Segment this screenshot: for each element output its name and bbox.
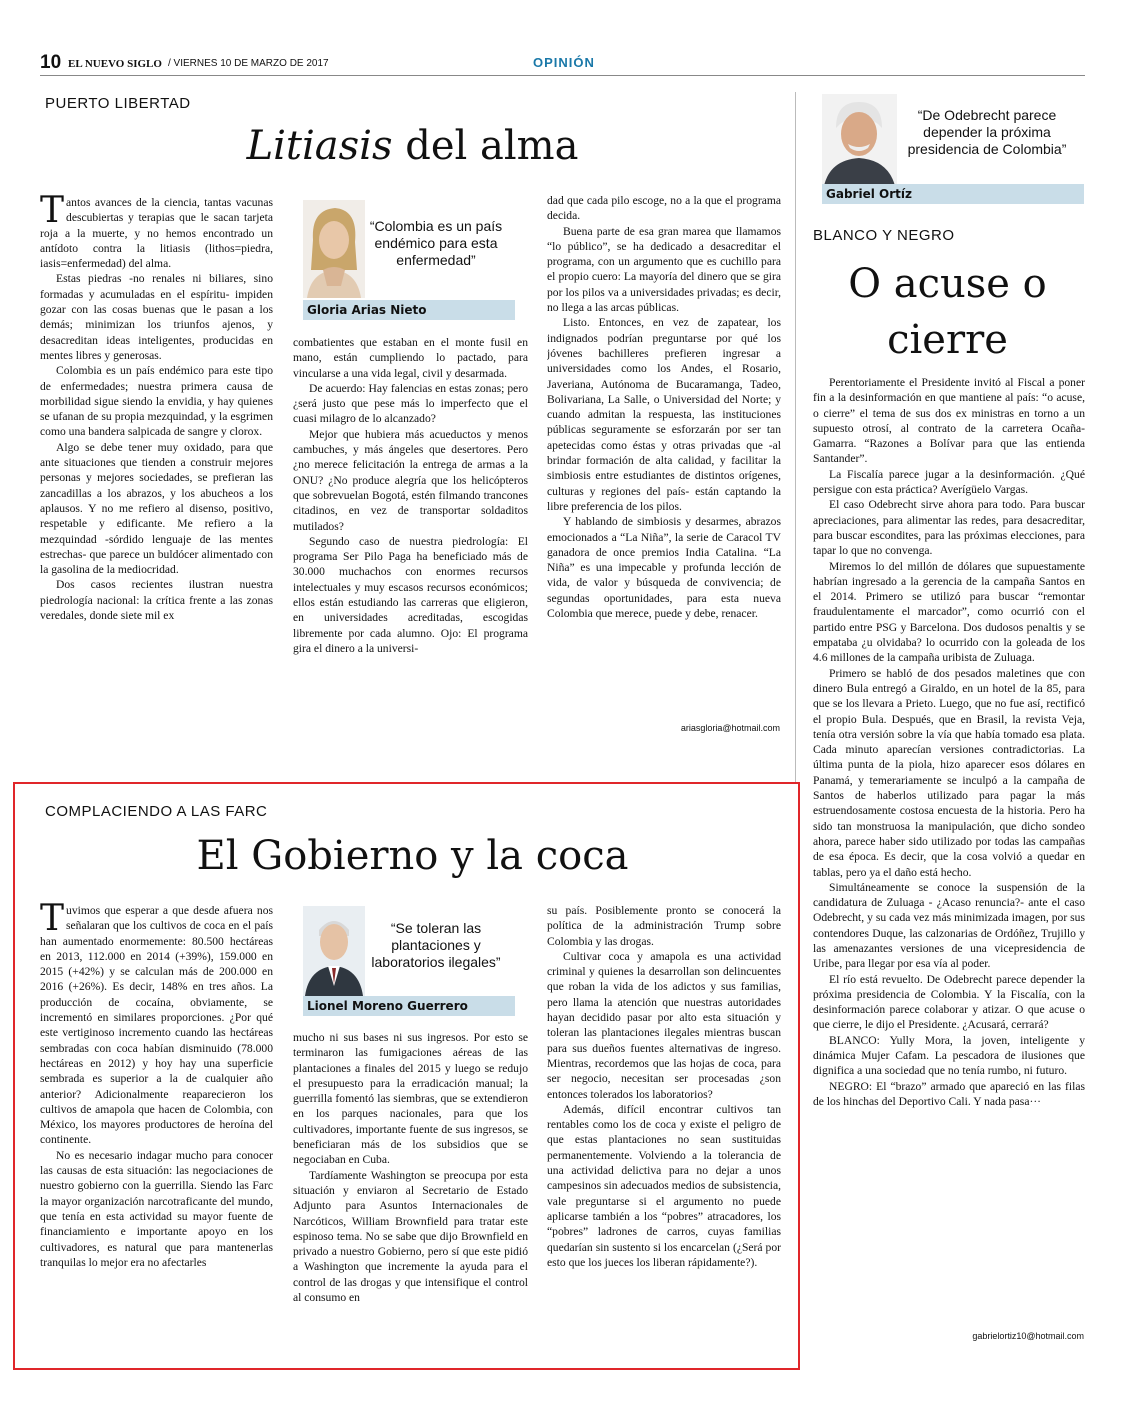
paragraph: Mejor que hubiera más acueductos y menos cambuches, y más ángeles que desertores. Pero ¿no merece felicitación la entrega de armas a la ONU? ¿No produce alegría que los helicópteros que sobrevuelan Bogotá, estén filmando trancones citadinos, en vez de transportar soldaditos mutilados? <box>293 427 528 533</box>
paragraph: NEGRO: El “brazo” armado que apareció en las filas de los hinchas del Deportivo Cali. Y nada pasa··· <box>813 1079 1085 1108</box>
article1-kicker: PUERTO LIBERTAD <box>45 95 191 112</box>
article3-title-line-2: cierre <box>887 317 1008 363</box>
article1-title-italic: Litiasis <box>246 123 393 169</box>
column-divider <box>795 92 796 782</box>
article3-author: Gabriel Ortíz <box>822 184 1084 204</box>
section-name: OPINIÓN <box>533 55 595 70</box>
article2-column-2 <box>293 1030 528 1360</box>
paragraph: Tuvimos que esperar a que desde afuera nos señalaran que los cultivos de coca en el país han aumentado enormemente: 80.500 hectáreas en 2013, 112.000 en 2014 (+39%), 159.000 en 2015 (+42%) y se calculan más de 200.000 en 2016 (+26%). Es decir, 148% en tres años. La producción de cocaína, obviamente, se incrementó en similares proporciones. ¿Por qué este vertiginoso incremento cuando las hectáreas sembradas con coca habían disminuido (78.000 hectáreas en 2012) y hoy hay una superficie sembrada es superior a la de cualquier año anterior? Adicionalmente reaparecieron los cultivos de amapola que hacen de Colombia, con México, los mayores productores de heroína del continente. <box>40 903 273 1147</box>
paragraph: No es necesario indagar mucho para conocer las causas de esta situación: las negociaciones de nuestro gobierno con la guerrilla. Siendo las Farc la mayor organización narcotraficante del mundo, que tenía en esta actividad su mayor fuente de financiamiento e importante apoyo en los cultivadores, es natural que para mantenerlas tranquilas lo mejor era no afectarles <box>40 1148 273 1269</box>
paragraph: BLANCO: Yully Mora, la joven, inteligente y dinámica Mujer Cafam. La pescadora de ilusiones que dignifica a una sociedad que no tenía rumbo, ni futuro. <box>813 1033 1085 1078</box>
dropcap: T <box>40 195 65 231</box>
author-photo-gabriel <box>822 94 897 186</box>
paragraph: El caso Odebrecht sirve ahora para todo. Para buscar apreciaciones, para alimentar las redes, para desacreditar, para buscar escondites, para las próximas elecciones, para tapar lo que no convenga. <box>813 498 1085 558</box>
author-photo-lionel <box>303 906 365 996</box>
article2-author: Lionel Moreno Guerrero <box>303 996 515 1016</box>
paragraph: Dos casos recientes ilustran nuestra piedrología nacional: la crítica frente a las zonas veredales, donde siete mil ex <box>40 578 273 623</box>
article3-body <box>813 375 1085 1327</box>
article1-column-2 <box>293 335 528 735</box>
paragraph: De acuerdo: Hay falencias en estas zonas; pero ¿será justo que pese más lo imperfecto que el cuasi milagro de lo alcanzado? <box>293 381 528 426</box>
issue-date: / VIERNES 10 DE MARZO DE 2017 <box>168 58 329 69</box>
paragraph: Y hablando de simbiosis y desarmes, abrazos emocionados a “La Niña”, la serie de Caracol TV ganadora de once premios India Catalina. “La Niña” es una impecable y profunda lección de vida, de valor y búsqueda de convivencia; de segundas oportunidades, para esta nueva Colombia que merece, puede y debe, renacer. <box>547 515 781 621</box>
article3-pull-quote: “De Odebrecht parece depender la próxima presidencia de Colombia” <box>907 107 1067 157</box>
article3-author-email: gabrielortiz10@hotmail.com <box>972 1331 1084 1341</box>
article2-kicker: COMPLACIENDO A LAS FARC <box>45 803 268 820</box>
paragraph: Estas piedras -no renales ni biliares, sino formadas y acumuladas en el espíritu- impiden gozar con las cosas buenas que le pasan a los demás; minimizan los triunfos ajenos, y desacreditan ideas inteligentes, producidas en mentes libres y generosas. <box>40 272 273 362</box>
article1-author-email: ariasgloria@hotmail.com <box>680 723 780 733</box>
article3-title <box>800 256 1095 368</box>
dropcap: T <box>40 903 65 939</box>
paragraph: Simultáneamente se conoce la suspensión de la candidatura de Zuluaga - ¿Acaso renuncia?- ante el caso Odebrecht, y su cada vez más minimizada imagen, por sus contendores Duque, las calzonarias de Ordóñez, Trujillo y las amenazantes versiones de una vicepresidencia de Uribe, para llegar por esa vía al poder. <box>813 880 1085 971</box>
article1-pull-quote: “Colombia es un país endémico para esta enfermedad” <box>369 218 503 268</box>
paragraph: Algo se debe tener muy oxidado, para que ante situaciones que tienden a construir mejores personas y mejores sociedades, se prefieran las zancadillas a los abrazos, y los abucheos a los aplausos. Y no me refiero al disenso, positivo, respetable y edificante. Me refiero a la mezquindad -sórdido lenguaje de las mentes estrechas- que parece un buldócer alimentado con la gasolina de la mediocridad. <box>40 440 273 577</box>
paragraph: su país. Posiblemente pronto se conocerá la política de la administración Trump sobre Colombia y las drogas. <box>547 904 781 948</box>
article3-kicker: BLANCO Y NEGRO <box>813 227 955 244</box>
paragraph: mucho ni sus bases ni sus ingresos. Por esto se terminaron las fumigaciones aéreas de las plantaciones a finales del 2015 y luego se redujo el presupuesto para la erradicación manual; la guerrilla fomentó las siembras, que se extendieron en los parques nacionales, para que los cultivadores, importante fuente de sus ingresos, se beneficiaran más de los subsidios que se negociaban en Cuba. <box>293 1031 528 1167</box>
paragraph: La Fiscalía parece jugar a la desinformación. ¿Qué persigue con esta práctica? Averígüelo Vargas. <box>813 467 1085 497</box>
paragraph: Además, difícil encontrar cultivos tan rentables como los de coca y existe el peligro de que estas plantaciones no sean sustituidas permanentemente. Volviendo a la tolerancia de una actividad delictiva para no dejar a unos campesinos sin adecuados medios de subsistencia, vale preguntarse si el argumento no puede aplicarse también a los “pobres” atracadores, los “pobres” ladrones de carros, cuyas familias quedarían sin sustento si los encarcelan (¿Será por esto que los jueces los liberan rápidamente?). <box>547 1102 781 1269</box>
paragraph: Segundo caso de nuestra piedrología: El programa Ser Pilo Paga ha beneficiado más de 30.000 muchachos con enormes recursos intelectuales y muy escasos recursos económicos; ellos están estudiando las carreras que eligieron, en universidades acreditadas, escogidas libremente por cada alumno. Ojo: El programa gira el dinero a la universi- <box>293 534 528 655</box>
paragraph: Tardíamente Washington se preocupa por esta situación y enviaron al Secretario de Estado Adjunto para Asuntos Internacionales de Narcóticos, William Brownfield para tratar este espinoso tema. No se sabe que dijo Brownfield en privado a nuestro Gobierno, pero sí que este pidió a Washington que incremente la ayuda para el control de las drogas y que intensifique el control al consumo en <box>293 1168 528 1305</box>
paragraph: Cultivar coca y amapola es una actividad criminal y quienes la desarrollan son delincuentes que roban la vida de los adictos y sus familias, pero llama la atención que nuestras autoridades hayan decidido pasar por alto esta situación y toleran las plantaciones ilegales mientras buscan para sus dueños fuentes alternativas de ingreso. Mientras, recordemos que las hojas de coca, para ser negocio, necesitan ser procesadas ¿son entonces tolerados los laboratorios? <box>547 949 781 1101</box>
article1-column-3 <box>547 193 781 721</box>
article2-column-1 <box>40 903 273 1363</box>
paragraph: dad que cada pilo escoge, no a la que el programa decida. <box>547 194 781 223</box>
article1-column-1 <box>40 195 273 740</box>
article1-title-rest: del alma <box>392 123 579 169</box>
paragraph: Colombia es un país endémico para este tipo de enfermedades; nuestra primera causa de morbilidad sigue siendo la envidia, y hay quienes se ufanan de su propia mezquindad, y la esgrimen como una bandera salpicada de sangre y clorox. <box>40 364 273 439</box>
article3-title-line-1: O acuse o <box>848 261 1047 307</box>
paragraph: Listo. Entonces, en vez de zapatear, los indignados podrían preguntarse por qué los jóvenes bachilleres prefieren ingresar a universidades como los Andes, el Rosario, Javeriana, Autónoma de Bucaramanga, Tadeo, Bolivariana, La Salle, o Universidad del Norte; y cuando admitan la respuesta, las instituciones públicas seguramente se esforzarán por ser tan apetecidas como éstas y otras privadas que -al brindar formación de alta calidad, y facilitar la simbiosis entre estudiantes de distintos orígenes, culturas y regiones del país- están captando la libre preferencia de los pilos. <box>547 316 781 513</box>
article2-title: El Gobierno y la coca <box>196 833 629 879</box>
paragraph: combatientes que estaban en el monte fusil en mano, están cumpliendo lo pactado, para vincularse a una vida legal, civil y desarmada. <box>293 336 528 380</box>
paragraph: Perentoriamente el Presidente invitó al Fiscal a poner fin a la desinformación en que mantiene al país: “o acuse, o cierre” el tema de sus dos ex ministras en torno a un supuesto otrosí, al contrato de la carretera Ocaña-Gamarra. “Razones a Bolívar para que las entienda Santander”. <box>813 376 1085 466</box>
paragraph: Primero se habló de dos pesados maletines que con dinero Bula entregó a Giraldo, en un hotel de la 85, para que se los llevara a Prieto. Luego, que no fue así, rectificó el propio Bula. Después, que en Brasil, la revista Veja, tenía otra versión sobre la vía que había tomado esa plata. Cada minuto aparecían versiones contradictorias. La última punta de la piola, hizo aparecer esos dólares en Panamá, y temerariamente se inculpó a la campaña de Santos de haberlos utilizado para pagar la más estruendosamente costosa encuesta de la historia. Pero ha sido tan monstruosa la manipulación, que dicho sondeo ahora, parece haber sido utilizado por todas las campañas de esa época. Es decir, que la cosa volvió a quedar en tablas, pero ya el daño está hecho. <box>813 666 1085 879</box>
page-header <box>40 50 1085 76</box>
article2-pull-quote: “Se toleran las plantaciones y laboratorios ilegales” <box>371 920 501 970</box>
article1-title <box>40 123 785 169</box>
page-number: 10 <box>40 52 62 73</box>
article2-column-3 <box>547 903 781 1363</box>
newspaper-name: EL NUEVO SIGLO <box>68 58 162 70</box>
paragraph: Tantos avances de la ciencia, tantas vacunas descubiertas y terapias que le sacan tarjeta roja a la muerte, y no hemos encontrado un antídoto contra la litiasis (lithos=piedra, iasis=enfermedad) del alma. <box>40 195 273 271</box>
paragraph: Buena parte de esa gran marea que llamamos “lo público”, se ha dedicado a desacreditar el programa, con un argumento que es cuchillo para el propio cuero: La mayoría del dinero que se gira por los pilos va a universidades privadas; es decir, no llega a las arcas públicas. <box>547 224 781 315</box>
article1-author: Gloria Arias Nieto <box>303 300 515 320</box>
paragraph: El río está revuelto. De Odebrecht parece depender la próxima presidencia de Colombia. Y la Fiscalía, con la desinformación parece colaborar y atizar. O que acuse o que cierre, le dijo el Presidente. ¿Acusará, cerrará? <box>813 972 1085 1032</box>
paragraph: Miremos lo del millón de dólares que supuestamente habrían ingresado a la gerencia de la campaña Santos en el 2014. Primero se utilizó para buscar “remontar fraudulentamente el marcador”, como ocurrió con el partido entre PSG y Barcelona. Dos dudosos penaltis y se empataba ¿u olvidaba? lo ocurrido con la goleada de los 4.6 millones de la campaña uribista de Zuluaga. <box>813 559 1085 665</box>
author-photo-gloria <box>303 200 365 298</box>
